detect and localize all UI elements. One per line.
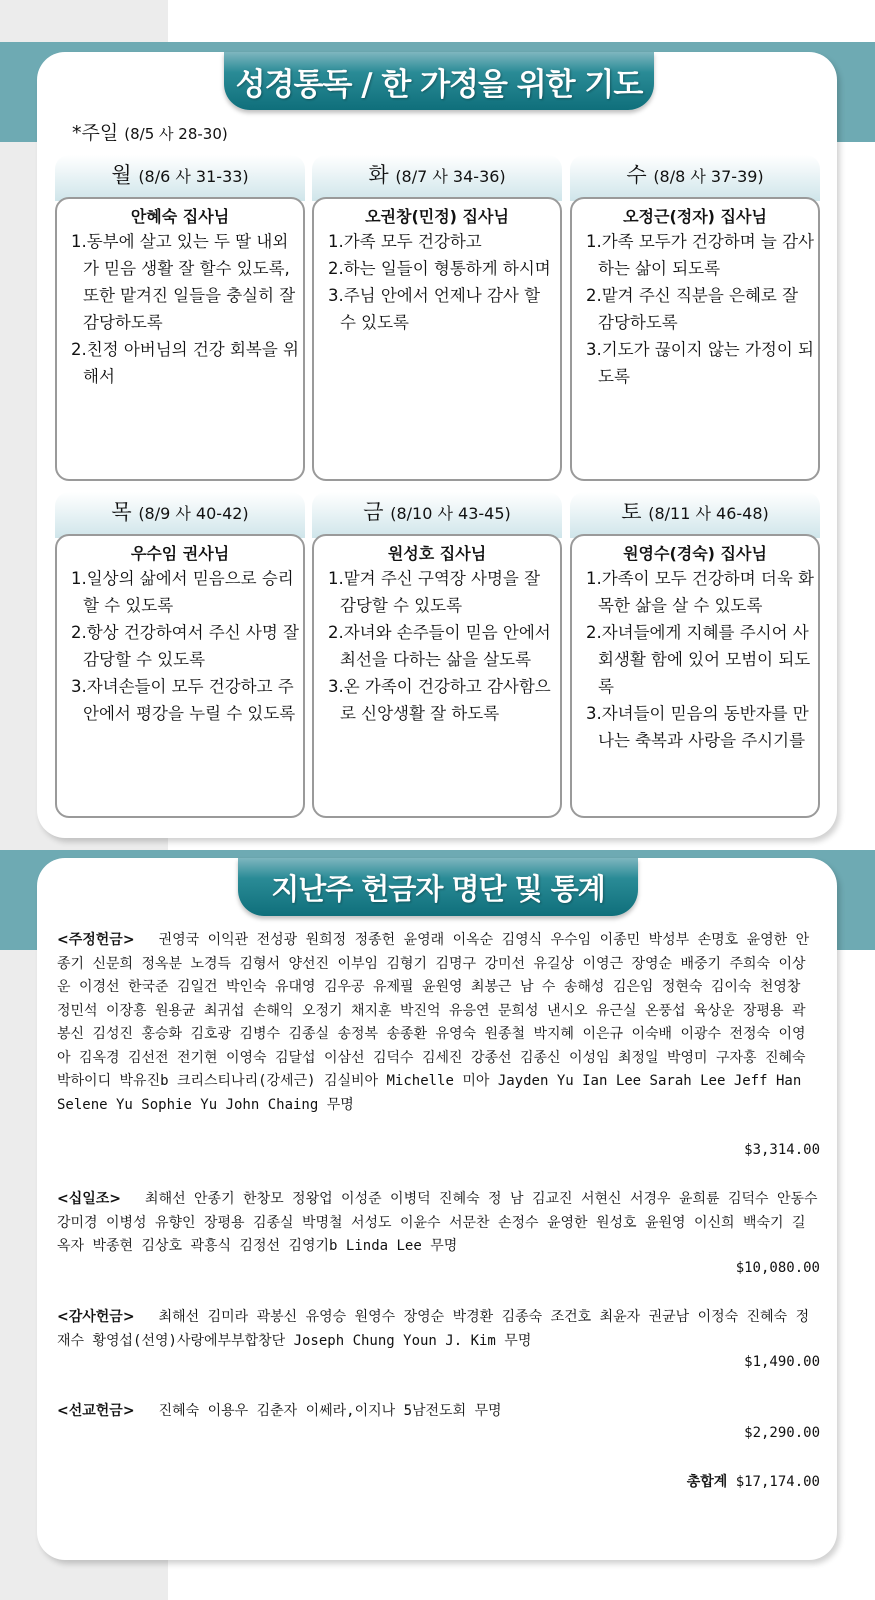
offering-category: <감사헌금> <box>57 1309 135 1325</box>
day-header <box>570 155 820 201</box>
prayer-item: 3.주님 안에서 언제나 감사 할 수 있도록 <box>328 286 541 332</box>
prayer-item: 1.가족 모두가 건강하며 늘 감사하는 삶이 되도록 <box>586 232 814 278</box>
offering-names: 최해선 김미라 곽봉신 유영승 원영수 장영순 박경환 김종숙 조건호 최윤자 권균남 이정숙 진혜숙 정재수 황영섭(선영)사랑에부부합창단 Joseph Chung Youn J. Kim 무명 <box>57 1309 810 1349</box>
day-header <box>570 492 820 538</box>
prayer-list <box>71 228 303 390</box>
prayer-person: 우수임 권사님 <box>130 544 230 563</box>
prayer-item: 1.가족이 모두 건강하며 더욱 화목한 삶을 살 수 있도록 <box>586 569 814 615</box>
sunday-ref: (8/5 사 28-30) <box>124 125 228 143</box>
prayer-list <box>328 565 560 727</box>
offering-section-title: 지난주 헌금자 명단 및 통계 <box>271 871 605 906</box>
offering-total <box>687 1471 820 1491</box>
prayer-item: 2.하는 일들이 형통하게 하시며 <box>328 259 551 278</box>
day-header <box>55 492 305 538</box>
offering-section-title-banner <box>238 858 638 916</box>
offering-category: <선교헌금> <box>57 1403 135 1419</box>
prayer-item: 3.자녀손들이 모두 건강하고 주 안에서 평강을 누릴 수 있도록 <box>71 677 296 723</box>
prayer-list <box>71 565 303 727</box>
day-card-mon <box>55 155 305 386</box>
prayer-person: 원성호 집사님 <box>387 544 487 563</box>
day-card-wed <box>570 155 820 386</box>
day-prayer-box <box>570 197 820 481</box>
prayer-item: 2.자녀와 손주들이 믿음 안에서 최선을 다하는 삶을 살도록 <box>328 623 551 669</box>
prayer-item: 1.가족 모두 건강하고 <box>328 232 482 251</box>
day-name: 토 <box>621 500 642 524</box>
day-name: 화 <box>368 163 389 187</box>
prayer-item: 3.자녀들이 믿음의 동반자를 만나는 축복과 사랑을 주시기를 <box>586 704 809 750</box>
offering-category: <십일조> <box>57 1191 122 1207</box>
prayer-item: 1.일상의 삶에서 믿음으로 승리 할 수 있도록 <box>71 569 294 615</box>
prayer-item: 2.항상 건강하여서 주신 사명 잘 감당할 수 있도록 <box>71 623 299 669</box>
offering-category: <주정헌금> <box>57 932 135 948</box>
prayer-person: 오정근(정자) 집사님 <box>623 207 767 226</box>
day-prayer-box <box>570 534 820 818</box>
total-label: 총합계 <box>686 1474 728 1490</box>
prayer-item: 2.자녀들에게 지혜를 주시어 사회생활 함에 있어 모범이 되도록 <box>586 623 811 696</box>
day-prayer-box <box>55 534 305 818</box>
offering-group-thanks <box>57 1306 819 1353</box>
day-card-thu <box>55 492 305 723</box>
prayer-item: 3.온 가족이 건강하고 감사함으로 신앙생활 잘 하도록 <box>328 677 551 723</box>
prayer-list <box>328 228 560 336</box>
sunday-reading <box>72 118 228 145</box>
day-name: 월 <box>111 163 132 187</box>
sunday-label: *주일 <box>72 122 119 144</box>
offering-group-mission <box>57 1400 819 1424</box>
day-ref: (8/9 사 40-42) <box>138 504 249 523</box>
prayer-list <box>586 565 818 754</box>
day-ref: (8/6 사 31-33) <box>138 167 249 186</box>
day-header <box>55 155 305 201</box>
prayer-person: 원영수(경숙) 집사님 <box>623 544 767 563</box>
offering-names: 진혜숙 이용우 김춘자 이쎄라,이지나 5남전도회 무명 <box>158 1403 502 1419</box>
day-name: 수 <box>626 163 647 187</box>
prayer-item: 2.친정 아버님의 건강 회복을 위해서 <box>71 340 299 386</box>
day-ref: (8/10 사 43-45) <box>390 504 511 523</box>
offering-amount: $1,490.00 <box>744 1354 820 1370</box>
offering-names: 최해선 안종기 한창모 정왕업 이성준 이병덕 진혜숙 정 남 김교진 서현신 서경우 윤희륜 김덕수 안동수 강미경 이병성 유향인 장평용 김종실 박명철 서성도 이윤수 서문찬 손정수 윤영한 원성호 윤원영 이신희 백숙기 길옥자 박종현 김상호 곽흥식 김정선 김영기b Linda Lee 무명 <box>57 1191 818 1254</box>
day-prayer-box <box>55 197 305 481</box>
day-card-fri <box>312 492 562 723</box>
day-prayer-box <box>312 197 562 481</box>
offering-amount: $3,314.00 <box>744 1142 820 1158</box>
offering-amount: $10,080.00 <box>735 1260 820 1276</box>
day-header <box>312 492 562 538</box>
prayer-item: 2.맡겨 주신 직분을 은혜로 잘 감당하도록 <box>586 286 799 332</box>
prayer-item: 1.맡겨 주신 구역장 사명을 잘 감당할 수 있도록 <box>328 569 541 615</box>
offering-group-sunday <box>57 929 819 1117</box>
prayer-section-title-banner <box>224 52 654 110</box>
prayer-item: 3.기도가 끊이지 않는 가정이 되도록 <box>586 340 814 386</box>
offering-names: 권영국 이익관 전성광 원희정 정종헌 윤영래 이옥순 김영식 우수임 이종민 박성부 손명호 윤영한 안종기 신문희 정옥분 노경득 김형서 양선진 이부임 김형기 김명구 강미선 유길상 이영근 장영순 배중기 주희숙 이상운 이경선 한국준 김일건 박인숙 유대영 김우공 유제필 윤원영 최봉근 남 수 송해성 김은임 정현숙 김이숙 천영창 정민석 이장흥 원용균 최귀섭 손해익 오정기 채지훈 박진억 유응연 문희성 낸시오 유근실 온풍섭 육상운 장평용 곽봉신 김성진 홍승화 김호광 김병수 김종실 송정복 송종환 유영숙 원종철 박지혜 이은규 이숙배 이광수 전정숙 이영아 김옥경 김선전 전기현 이영숙 김달섭 이삼선 김덕수 김세진 강종선 김종신 이성임 최정일 박영미 구자홍 진혜숙 박하이디 박유진b 크리스티나리(강세근) 김실비아 Michelle 미아 Jayden Yu Ian Lee Sarah Lee Jeff Han Selene Yu Sophie Yu John Chaing 무명 <box>57 932 810 1113</box>
day-name: 금 <box>363 500 384 524</box>
day-name: 목 <box>111 500 132 524</box>
day-header <box>312 155 562 201</box>
day-ref: (8/11 사 46-48) <box>648 504 769 523</box>
day-prayer-box <box>312 534 562 818</box>
day-ref: (8/8 사 37-39) <box>653 167 764 186</box>
day-ref: (8/7 사 34-36) <box>395 167 506 186</box>
offering-amount: $2,290.00 <box>744 1425 820 1441</box>
day-card-sat <box>570 492 820 750</box>
prayer-person: 오권창(민정) 집사님 <box>365 207 509 226</box>
offering-group-tithe <box>57 1188 819 1259</box>
total-amount: $17,174.00 <box>735 1474 820 1490</box>
day-card-tue <box>312 155 562 332</box>
prayer-section-title: 성경통독 / 한 가정을 위한 기도 <box>235 66 643 103</box>
prayer-person: 안혜숙 집사님 <box>130 207 230 226</box>
prayer-item: 1.동부에 살고 있는 두 딸 내외가 믿음 생활 잘 할수 있도록, 또한 맡겨진 일들을 충실히 잘 감당하도록 <box>71 232 296 332</box>
prayer-list <box>586 228 818 390</box>
